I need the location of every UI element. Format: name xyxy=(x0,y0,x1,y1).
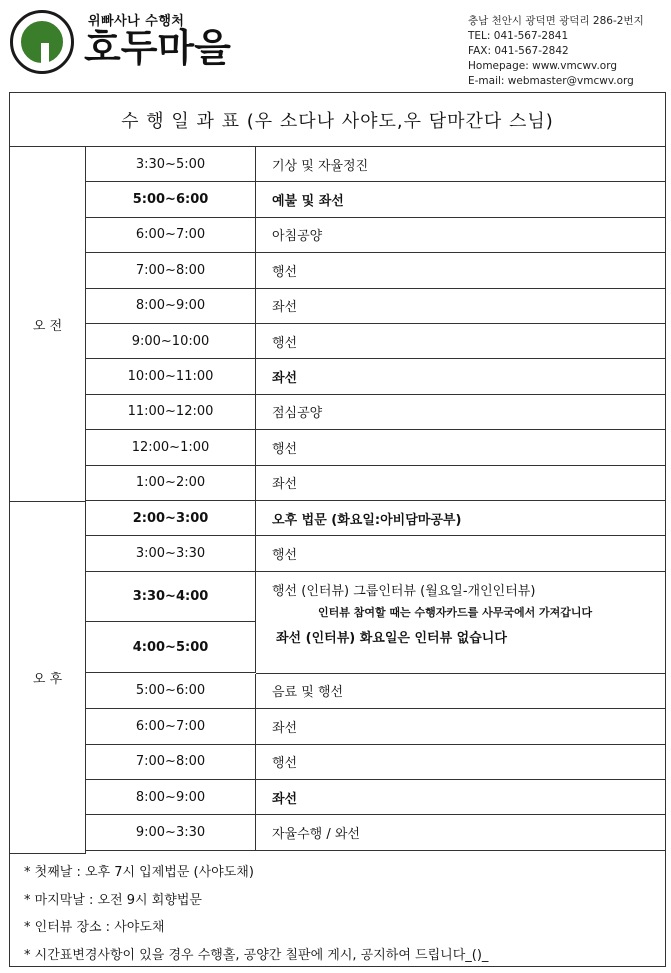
activity-cell: 좌선 xyxy=(272,371,298,387)
time-cell: 3:30~4:00 xyxy=(86,572,256,623)
table-row xyxy=(86,324,665,359)
homepage: Homepage: www.vmcwv.org xyxy=(468,60,618,72)
activity-cell: 행선 xyxy=(272,335,298,351)
note-item: * 인터뷰 장소 : 사야도채 xyxy=(24,920,165,935)
table-row xyxy=(86,536,665,571)
interview-line: 행선 (인터뷰) 그룹인터뷰 (월요일-개인인터뷰) xyxy=(272,583,536,599)
fax: FAX: 041-567-2842 xyxy=(468,45,569,57)
table-row xyxy=(86,674,665,709)
time-cell: 10:00~11:00 xyxy=(86,359,256,393)
period-pm: 오 후 xyxy=(10,502,86,854)
email: E-mail: webmaster@vmcwv.org xyxy=(468,75,634,87)
table-row xyxy=(86,780,665,815)
table-row xyxy=(86,395,665,430)
time-cell: 1:00~2:00 xyxy=(86,466,256,500)
interview-times xyxy=(86,572,256,673)
time-cell: 11:00~12:00 xyxy=(86,395,256,429)
time-cell: 5:00~6:00 xyxy=(86,674,256,708)
interview-line: 인터뷰 참여할 때는 수행자카드를 사무국에서 가져갑니다 xyxy=(318,605,593,619)
activity-cell: 음료 및 행선 xyxy=(272,685,344,701)
time-cell: 8:00~9:00 xyxy=(86,289,256,323)
brand-name: 호두마을 xyxy=(84,26,231,70)
note-item: * 시간표변경사항이 있을 경우 수행홀, 공양간 칠판에 게시, 공지하여 드립니다_()_ xyxy=(24,947,489,963)
notes xyxy=(10,853,665,969)
activity-cell: 행선 xyxy=(272,756,298,772)
activity-cell: 좌선 xyxy=(272,720,298,736)
activity-cell: 아침공양 xyxy=(272,229,323,245)
time-cell: 5:00~6:00 xyxy=(86,182,256,216)
time-cell: 6:00~7:00 xyxy=(86,218,256,252)
activity-cell: 점심공양 xyxy=(272,406,323,422)
time-cell: 12:00~1:00 xyxy=(86,430,256,464)
activity-cell: 자율수행 / 와선 xyxy=(272,827,360,843)
time-cell: 9:00~3:30 xyxy=(86,815,256,849)
table-row xyxy=(86,430,665,465)
table-row xyxy=(86,182,665,217)
activity-cell: 행선 xyxy=(272,548,298,564)
time-cell: 2:00~3:00 xyxy=(86,501,256,535)
activity-cell: 좌선 xyxy=(272,477,298,493)
schedule-table xyxy=(9,92,666,967)
note-item: * 첫째날 : 오후 7시 입제법문 (사야도채) xyxy=(24,865,254,880)
table-row xyxy=(86,501,665,536)
time-cell: 7:00~8:00 xyxy=(86,745,256,779)
contact-info xyxy=(468,14,644,89)
time-cell: 7:00~8:00 xyxy=(86,253,256,287)
time-cell: 6:00~7:00 xyxy=(86,709,256,743)
table-row xyxy=(86,253,665,288)
table-row xyxy=(86,359,665,394)
activity-cell: 오후 법문 (화요일:아비담마공부) xyxy=(272,512,462,528)
table-row xyxy=(86,466,665,501)
table-row xyxy=(86,218,665,253)
time-cell: 4:00~5:00 xyxy=(86,622,256,673)
activity-cell: 행선 xyxy=(272,441,298,457)
table-row xyxy=(86,815,665,850)
activity-cell: 기상 및 자율정진 xyxy=(272,158,369,174)
period-am: 오 전 xyxy=(10,147,86,502)
interview-activity xyxy=(256,572,665,674)
activity-cell: 행선 xyxy=(272,264,298,280)
interview-line: 좌선 (인터뷰) 화요일은 인터뷰 없습니다 xyxy=(276,630,507,646)
brand-subtitle: 위빠사나 수행처 xyxy=(88,14,185,29)
phone: TEL: 041-567-2841 xyxy=(468,30,569,42)
table-row xyxy=(86,147,665,182)
activity-cell: 예불 및 좌선 xyxy=(272,194,344,210)
note-item: * 마지막날 : 오전 9시 회향법문 xyxy=(24,892,202,908)
schedule-title: 수 행 일 과 표 (우 소다나 사야도,우 담마간다 스님) xyxy=(10,93,665,147)
time-cell: 3:30~5:00 xyxy=(86,147,256,181)
activity-cell: 좌선 xyxy=(272,791,298,807)
table-row xyxy=(86,709,665,744)
time-cell: 3:00~3:30 xyxy=(86,536,256,570)
address: 충남 천안시 광덕면 광덕리 286-2번지 xyxy=(468,15,644,27)
activity-cell: 좌선 xyxy=(272,300,298,316)
time-cell: 8:00~9:00 xyxy=(86,780,256,814)
table-row xyxy=(86,745,665,780)
header xyxy=(0,0,671,88)
table-row xyxy=(86,289,665,324)
time-cell: 9:00~10:00 xyxy=(86,324,256,358)
logo xyxy=(10,10,74,74)
